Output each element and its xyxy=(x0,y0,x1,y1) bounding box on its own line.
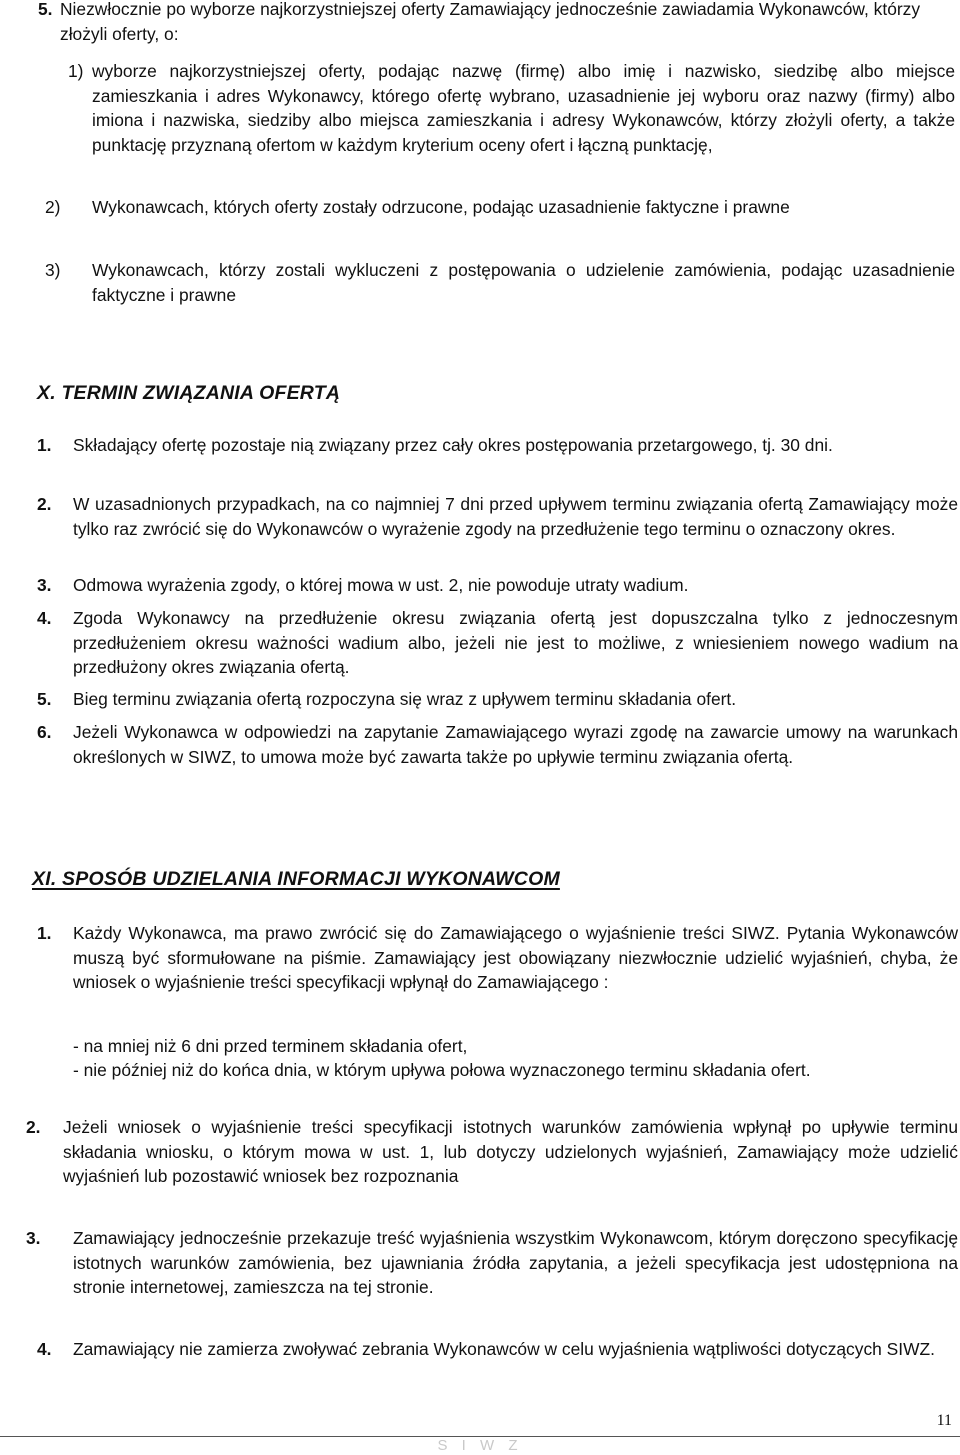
notify-item-2-number: 2) xyxy=(45,197,61,217)
section-x-item-4-number: 4. xyxy=(37,608,52,628)
section-xi-item-1-text: Każdy Wykonawca, ma prawo zwrócić się do Zamawiającego o wyjaśnienie treści SIWZ. Pytania Wykonawców muszą być sformułowane na piśmie. Zamawiający jest obowiązany niezwłocznie udzielić wyjaśnień, chyba, że wniosek o wyjaśnienie treści specyfikacji wpłynął do Zamawiającego : xyxy=(73,923,958,992)
section-x-item-4-text: Zgoda Wykonawcy na przedłużenie okresu związania ofertą jest dopuszczalna tylko z jednoczesnym przedłużeniem okresu ważności wadium albo, jeżeli nie jest to możliwe, z wniesieniem nowego wadium na przedłużony okres związania ofertą. xyxy=(73,608,958,677)
section-x-item-5-number: 5. xyxy=(37,689,52,709)
section-xi-item-1-number: 1. xyxy=(37,923,52,943)
section-x-item-2-number: 2. xyxy=(37,494,52,514)
footer-label: S I W Z xyxy=(437,1437,523,1454)
section-x-item-1-number: 1. xyxy=(37,435,52,455)
section-x-item-6-number: 6. xyxy=(37,722,52,742)
section-xi-heading: XI. SPOSÓB UDZIELANIA INFORMACJI WYKONAWCOM xyxy=(32,868,560,890)
section-xi-item-2-text: Jeżeli wniosek o wyjaśnienie treści specyfikacji istotnych warunków zamówienia wpłynął po upływie terminu składania wniosku, o którym mowa w ust. 1, lub dotyczy udzielonych wyjaśnień, Zamawiający może udzielić wyjaśnień lub pozostawić wniosek bez rozpoznania xyxy=(63,1117,958,1186)
section-x-item-3-text: Odmowa wyrażenia zgody, o której mowa w ust. 2, nie powoduje utraty wadium. xyxy=(73,575,689,595)
section-xi-item-4-number: 4. xyxy=(37,1339,52,1359)
notify-item-1-number: 1) xyxy=(68,61,84,81)
section-xi-item-3-number: 3. xyxy=(26,1228,41,1248)
section-xi-item-1-dash-2: - nie później niż do końca dnia, w którym upływa połowa wyznaczonego terminu składania ofert. xyxy=(73,1060,811,1080)
section-xi-item-2-number: 2. xyxy=(26,1117,41,1137)
notify-item-1-text: wyborze najkorzystniejszej oferty, podając nazwę (firmę) albo imię i nazwisko, siedzibę albo miejsce zamieszkania i adres Wykonawcy, którego ofertę wybrano, uzasadnienie jej wyboru oraz nazwy (firmy) albo imiona i nazwiska, siedziby albo miejsca zamieszkania i adresy Wykonawców, którzy złożyli oferty, a także punktację przyznaną ofertom w każdym kryterium oceny ofert i łączną punktację, xyxy=(92,61,955,155)
section-xi-item-3-text: Zamawiający jednocześnie przekazuje treść wyjaśnienia wszystkim Wykonawcom, którym doręczono specyfikację istotnych warunków zamówienia, bez ujawniania źródła zapytania, a jeżeli specyfikacja jest udostępniona na stronie internetowej, zamieszcza na tej stronie. xyxy=(73,1228,958,1297)
section-5-number: 5. xyxy=(38,0,53,19)
notify-item-2-text: Wykonawcach, których oferty zostały odrzucone, podając uzasadnienie faktyczne i prawne xyxy=(92,197,790,217)
section-x-item-2-text: W uzasadnionych przypadkach, na co najmniej 7 dni przed upływem terminu związania ofertą Zamawiający może tylko raz zwrócić się do Wykonawców o wyrażenie zgody na przedłużenie tego terminu o oznaczony okres. xyxy=(73,494,958,539)
section-xi-item-4-text: Zamawiający nie zamierza zwoływać zebrania Wykonawców w celu wyjaśnienia wątpliwości dotyczących SIWZ. xyxy=(73,1339,935,1359)
notify-item-3-text: Wykonawcach, którzy zostali wykluczeni z postępowania o udzielenie zamówienia, podając uzasadnienie faktyczne i prawne xyxy=(92,260,955,305)
section-5-intro: Niezwłocznie po wyborze najkorzystniejszej oferty Zamawiający jednocześnie zawiadamia Wykonawców, którzy złożyli oferty, o: xyxy=(60,0,921,44)
section-x-item-5-text: Bieg terminu związania ofertą rozpoczyna się wraz z upływem terminu składania ofert. xyxy=(73,689,737,709)
page-number: 11 xyxy=(936,1412,952,1429)
section-xi-item-1-dash-1: - na mniej niż 6 dni przed terminem składania ofert, xyxy=(73,1036,468,1056)
notify-item-3-number: 3) xyxy=(45,260,61,280)
section-x-item-1-text: Składający ofertę pozostaje nią związany przez cały okres postępowania przetargowego, tj. 30 dni. xyxy=(73,435,833,455)
section-x-item-3-number: 3. xyxy=(37,575,52,595)
section-x-heading: X. TERMIN ZWIĄZANIA OFERTĄ xyxy=(37,382,341,404)
section-x-item-6-text: Jeżeli Wykonawca w odpowiedzi na zapytanie Zamawiającego wyrazi zgodę na zawarcie umowy na warunkach określonych w SIWZ, to umowa może być zawarta także po upływie terminu związania ofertą. xyxy=(73,722,958,767)
